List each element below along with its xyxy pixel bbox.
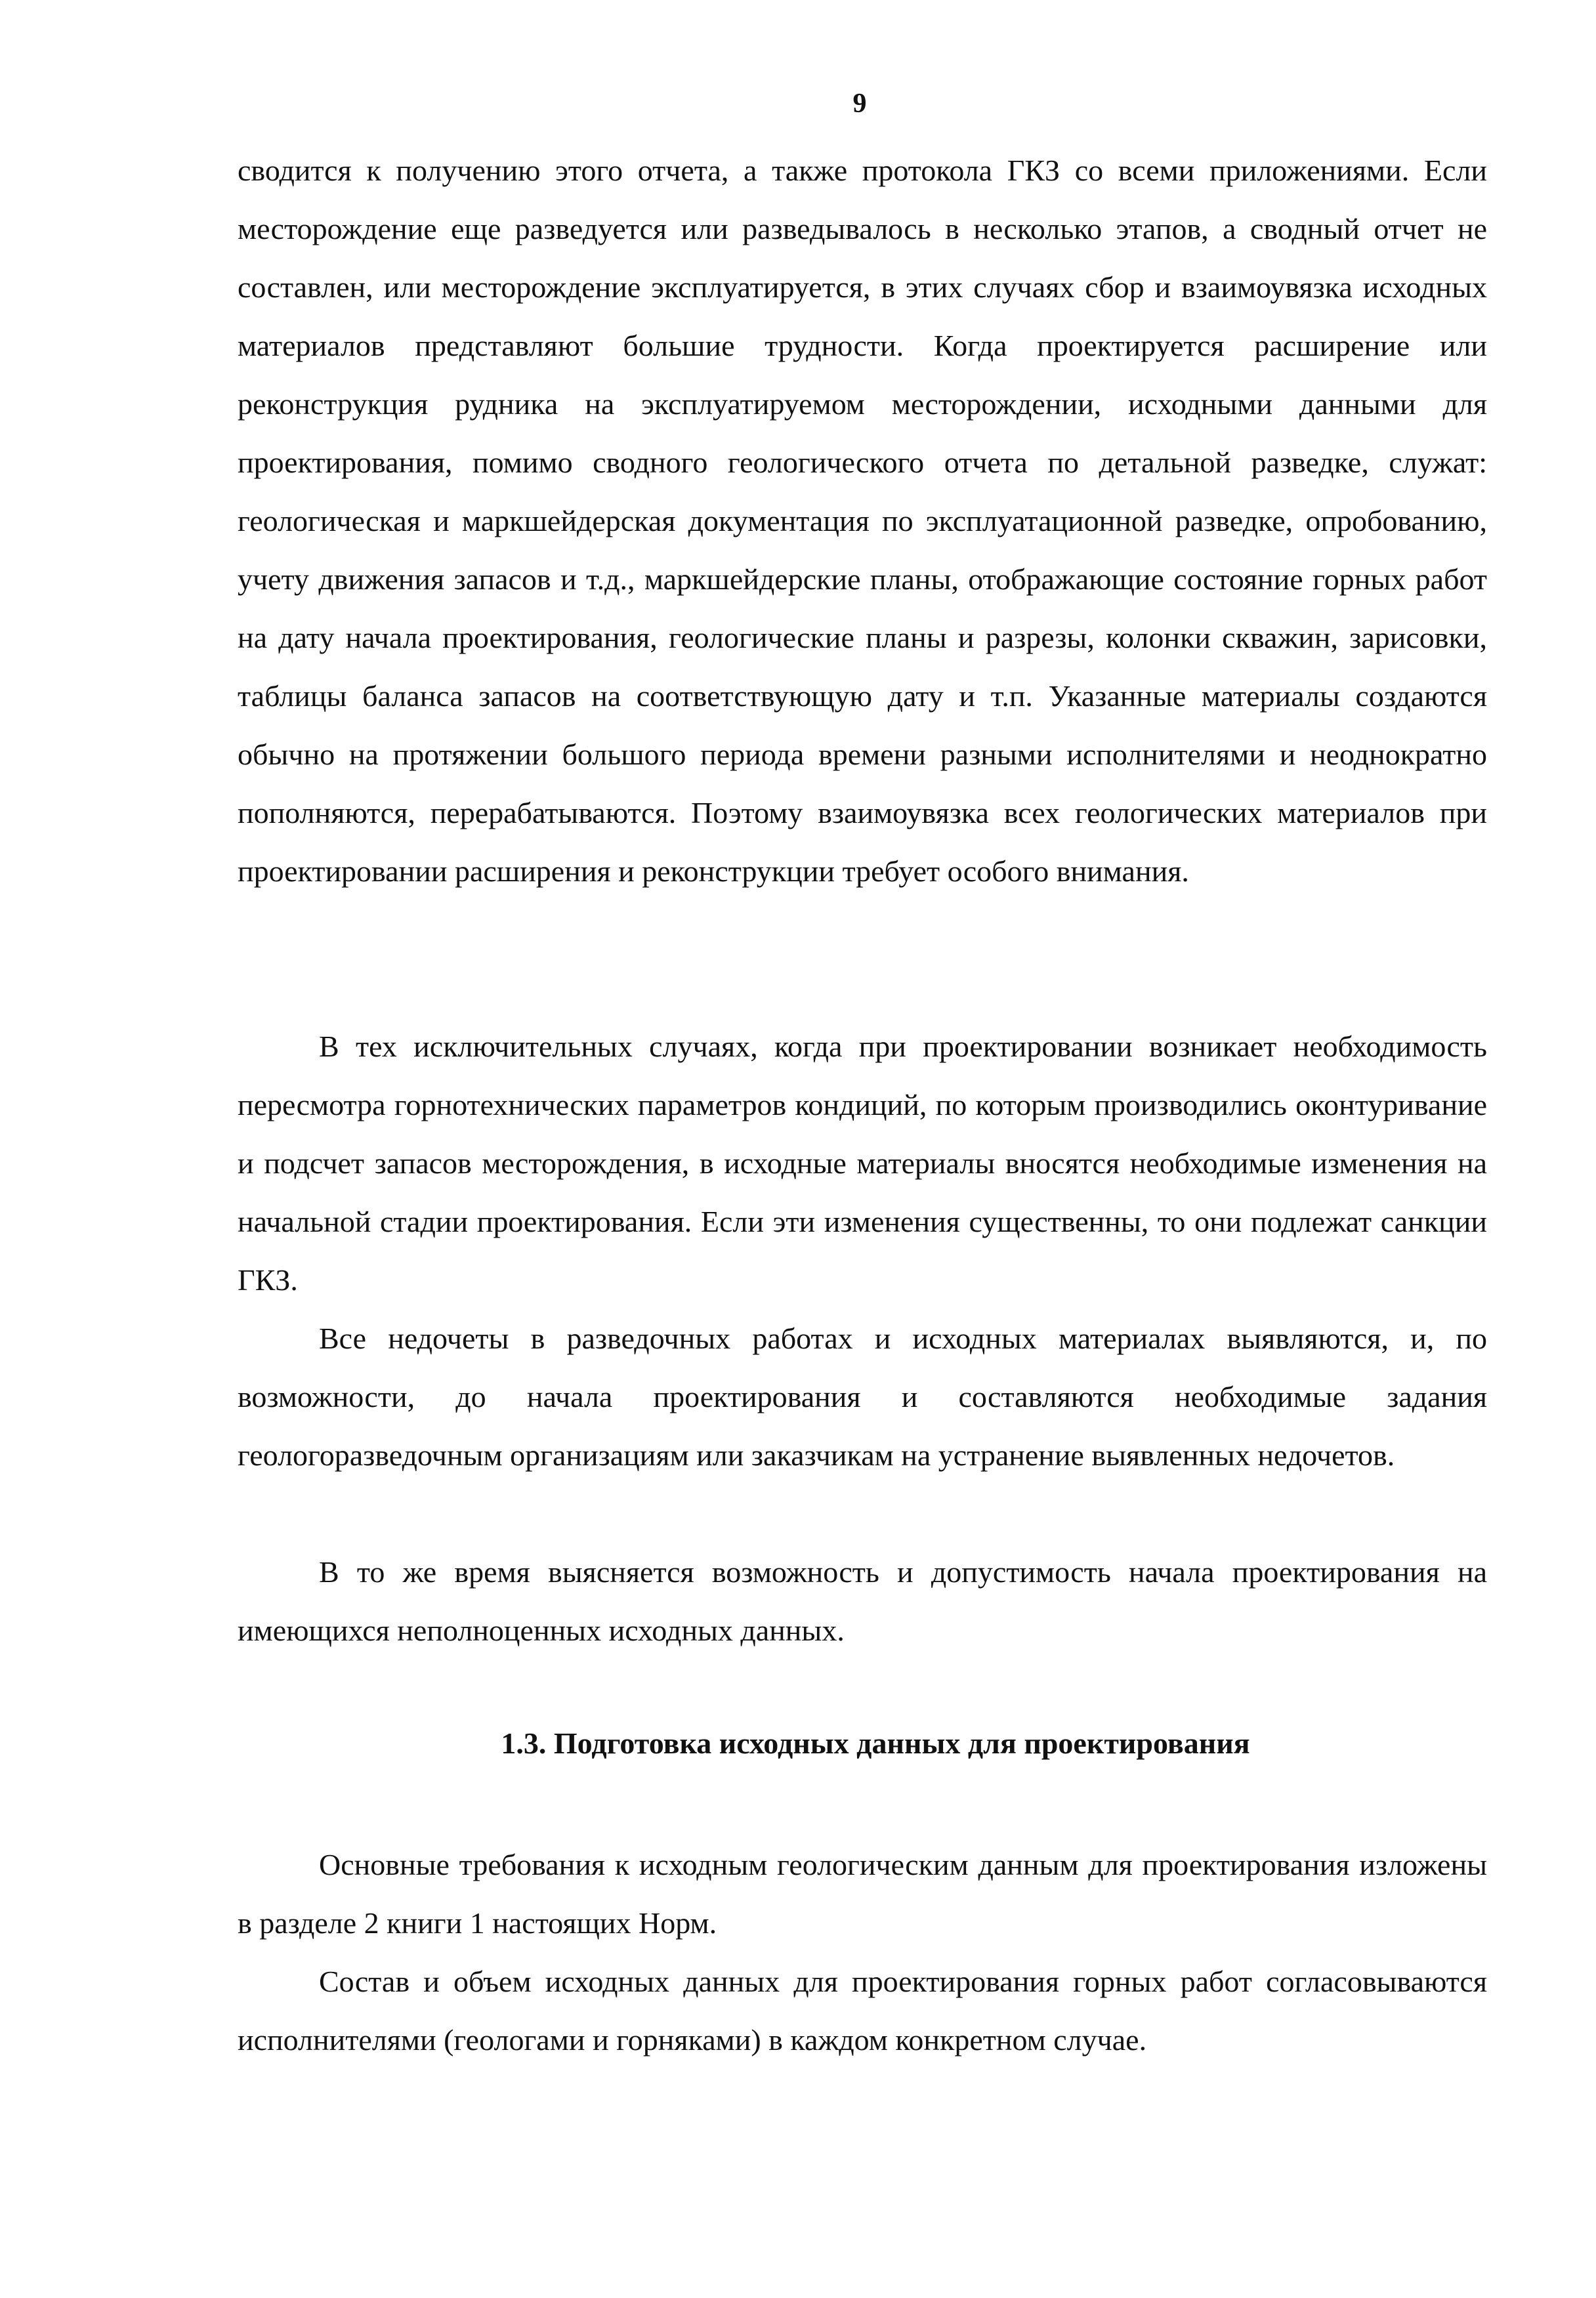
section-heading: 1.3. Подготовка исходных данных для проектирования: [501, 1726, 1250, 1760]
paragraph-text: В то же время выясняется возможность и допустимость начала проектирования на имеющихся неполноценных исходных данных.: [238, 1555, 1487, 1647]
paragraph-text: сводится к получению этого отчета, а также протокола ГКЗ со всеми приложениями. Если месторождение еще разведуется или разведывалось в несколько этапов, а сводный отчет не составлен, или месторождение эксплуатируется, в этих случаях сбор и взаимоувязка исходных материалов представляют большие трудности. Когда проектируется расширение или реконструкция рудника на эксплуатируемом месторождении, исходными данными для проектирования, помимо сводного геологического отчета по детальной разведке, служат: геологическая и маркшейдерская документация по эксплуатационной разведке, опробованию, учету движения запасов и т.д., маркшейдерские планы, отображающие состояние горных работ на дату начала проектирования, геологические планы и разрезы, колонки скважин, зарисовки, таблицы баланса запасов на соответствующую дату и т.п. Указанные материалы создаются обычно на протяжении большого периода времени разными исполнителями и неоднократно пополняются, перерабатываются. Поэтому взаимоувязка всех геологических материалов при проектировании расширения и реконструкции требует особого внимания.: [238, 154, 1487, 888]
paragraph-admissibility: [238, 1543, 1487, 1660]
paragraph-continuation: [238, 141, 1487, 900]
paragraph-shortcomings: [238, 1309, 1487, 1484]
page-number: 9: [852, 89, 867, 119]
paragraph-requirements: [238, 1835, 1487, 1952]
paragraph-text: Состав и объем исходных данных для проектирования горных работ согласовываются исполнителями (геологами и горняками) в каждом конкретном случае.: [238, 1965, 1487, 2057]
paragraph-text: В тех исключительных случаях, когда при проектировании возникает необходимость пересмотра горнотехнических параметров кондиций, по которым производились оконтуривание и подсчет запасов месторождения, в исходные материалы вносятся необходимые изменения на начальной стадии проектирования. Если эти изменения существенны, то они подлежат санкции ГКЗ.: [238, 1030, 1487, 1297]
paragraph-composition: [238, 1952, 1487, 2069]
paragraph-text: Основные требования к исходным геологическим данным для проектирования изложены в разделе 2 книги 1 настоящих Норм.: [238, 1848, 1487, 1940]
paragraph-text: Все недочеты в разведочных работах и исходных материалах выявляются, и, по возможности, до начала проектирования и составляются необходимые задания геологоразведочным организациям или заказчикам на устранение выявленных недочетов.: [238, 1322, 1487, 1472]
paragraph-exceptional-cases: [238, 1017, 1487, 1309]
